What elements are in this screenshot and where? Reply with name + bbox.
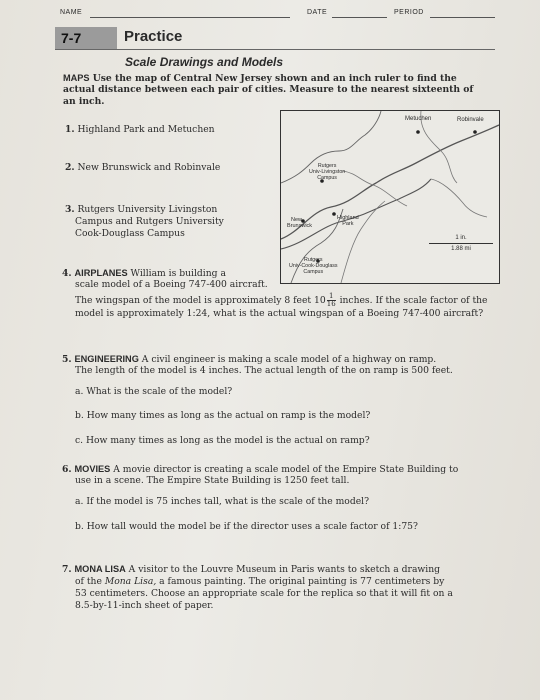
robinvale-dot [473, 130, 477, 134]
question-4-line-4: model is approximately 1:24, what is the actual wingspan of a Boeing 747-400 aircraft? [75, 308, 484, 319]
question-7: 7. MONA LISA A visitor to the Louvre Museum in Paris wants to sketch a drawing [62, 564, 441, 575]
metuchen-label: Metuchen [405, 116, 432, 122]
new-brunswick-label: New Brunswick [287, 217, 313, 229]
question-4-line-3: The wingspan of the model is approximately 8 feet 10 $\frac{1}{16}$ inches. If the scale factor of the [75, 292, 488, 308]
question-5b: b. How many times as long as the actual on ramp is the model? [75, 410, 371, 421]
question-6b: b. How tall would the model be if the director uses a scale factor of 1:75? [75, 521, 418, 532]
question-5c: c. How many times as long as the model is the actual on ramp? [75, 435, 370, 446]
metuchen-dot [416, 130, 420, 134]
question-3-line-2: Campus and Rutgers University [75, 216, 224, 227]
question-4: 4. AIRPLANES William is building a [62, 268, 226, 279]
question-6-topic: MOVIES [74, 464, 111, 474]
question-7-line-4: 8.5-by-11-inch sheet of paper. [75, 600, 214, 611]
highland-park-dot [332, 212, 336, 216]
question-3: 3. Rutgers University Livingston [65, 204, 218, 215]
question-5a: a. What is the scale of the model? [75, 386, 233, 397]
lesson-title: Practice [124, 28, 183, 45]
question-5-topic: ENGINEERING [74, 354, 139, 364]
question-4-topic: AIRPLANES [74, 268, 128, 278]
lesson-subtitle: Scale Drawings and Models [125, 55, 284, 69]
lesson-number: 7-7 [55, 27, 117, 49]
question-7-topic: MONA LISA [74, 564, 126, 574]
name-line [90, 17, 290, 18]
robinvale-label: Robinvale [457, 117, 484, 123]
question-6-line-2: use in a scene. The Empire State Building is 1250 feet tall. [75, 475, 350, 486]
question-6: 6. MOVIES A movie director is creating a scale model of the Empire State Building to [62, 464, 459, 475]
mona-lisa-title: Mona Lisa, [104, 576, 157, 587]
intro-line-3: an inch. [63, 96, 105, 107]
rutgers-livingston-label: Rutgers Univ-Livingston Campus [309, 163, 346, 181]
question-6a: a. If the model is 75 inches tall, what is the scale of the model? [75, 496, 370, 507]
question-5: 5. ENGINEERING A civil engineer is making a scale model of a highway on ramp. [62, 354, 437, 365]
scale-miles-label: 1.88 mi [451, 246, 471, 252]
central-new-jersey-map [280, 110, 500, 284]
title-rule [55, 49, 495, 50]
period-line [430, 17, 495, 18]
map-scale-bar [429, 233, 493, 255]
question-1: 1. Highland Park and Metuchen [65, 124, 215, 135]
question-3-line-3: Cook-Douglass Campus [75, 228, 185, 239]
intro-topic: MAPS [63, 73, 90, 83]
fraction-one-sixteenth: $\frac{1}{16}$ [326, 292, 336, 308]
intro-line-2: actual distance between each pair of cities. Measure to the nearest sixteenth of [63, 84, 474, 95]
intro-line-1: MAPS Use the map of Central New Jersey shown and an inch ruler to find the [63, 73, 457, 84]
rutgers-cook-label: Rutgers Univ-Cook-Douglass Campus [289, 257, 338, 275]
question-4-line-2: scale model of a Boeing 747-400 aircraft. [75, 279, 268, 290]
question-5-line-2: The length of the model is 4 inches. The actual length of the on ramp is 500 feet. [75, 365, 453, 376]
question-7-line-3: 53 centimeters. Choose an appropriate scale for the replica so that it will fit on a [75, 588, 453, 599]
highland-park-label: Highland Park [337, 215, 359, 227]
question-7-line-2: of the Mona Lisa, a famous painting. The original painting is 77 centimeters by [75, 576, 445, 587]
period-label: PERIOD [394, 9, 424, 16]
date-label: DATE [307, 9, 328, 16]
name-label: NAME [60, 9, 83, 16]
scale-inch-label: 1 in. [429, 233, 493, 244]
date-line [332, 17, 387, 18]
question-2: 2. New Brunswick and Robinvale [65, 162, 221, 173]
